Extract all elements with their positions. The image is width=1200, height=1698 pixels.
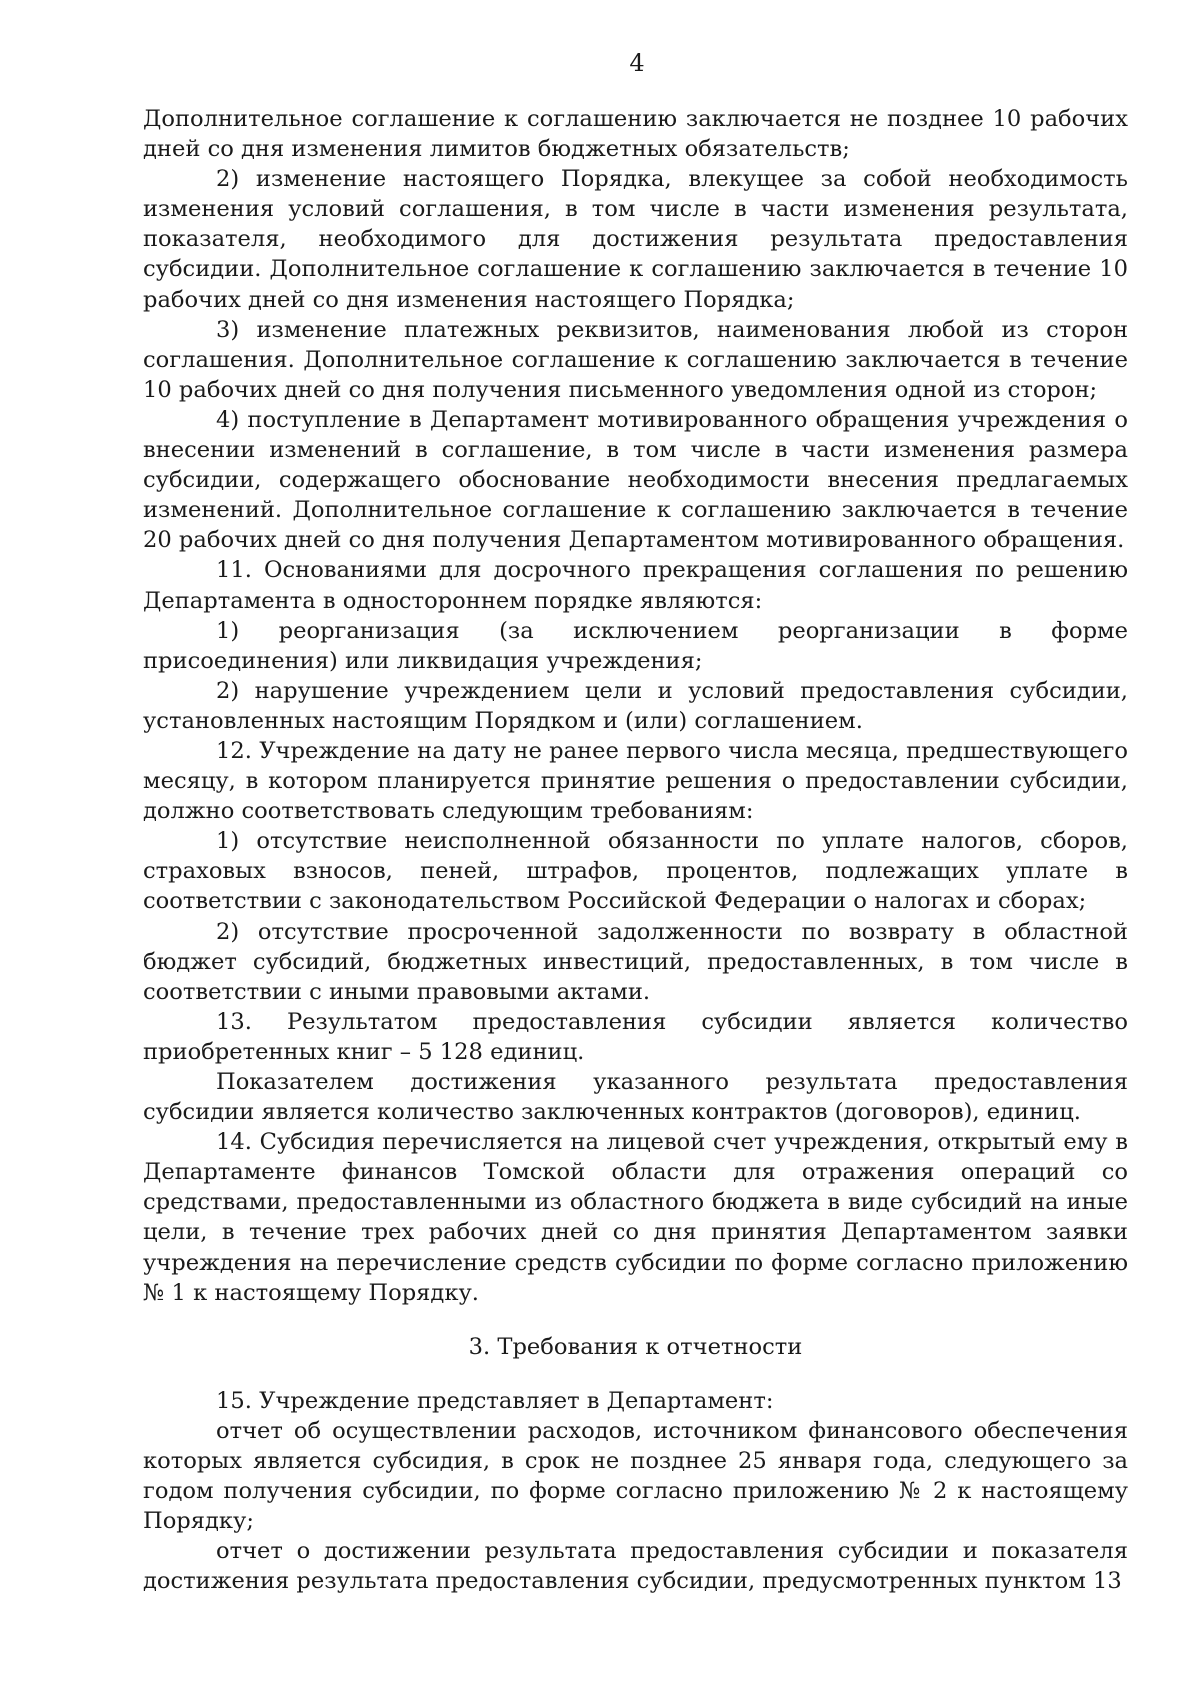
paragraph: 13. Результатом предоставления субсидии является количество приобретенных книг – 5 128 единиц. — [143, 1008, 1128, 1065]
paragraph: 2) изменение настоящего Порядка, влекущее за собой необходимость изменения условий соглашения, в том числе в части изменения результата, показателя, необходимого для достижения результата предоставления субсидии. Дополнительное соглашение к соглашению заключается в течение 10 рабочих дней со дня изменения настоящего Порядка; — [143, 166, 1128, 313]
paragraph: Дополнительное соглашение к соглашению заключается не позднее 10 рабочих дней со дня изменения лимитов бюджетных обязательств; — [143, 106, 1128, 163]
paragraph: 15. Учреждение представляет в Департамент: — [216, 1387, 774, 1414]
paragraph: 11. Основаниями для досрочного прекращения соглашения по решению Департамента в одностороннем порядке являются: — [143, 557, 1128, 614]
paragraph: 1) реорганизация (за исключением реорганизации в форме присоединения) или ликвидация учреждения; — [143, 617, 1128, 674]
paragraph: 12. Учреждение на дату не ранее первого числа месяца, предшествующего месяцу, в котором планируется принятие решения о предоставлении субсидии, должно соответствовать следующим требованиям: — [143, 737, 1128, 825]
paragraph: отчет об осуществлении расходов, источником финансового обеспечения которых является субсидия, в срок не позднее 25 января года, следующего за годом получения субсидии, по форме согласно приложению № 2 к настоящему Порядку; — [143, 1417, 1128, 1535]
page-number: 4 — [629, 49, 645, 77]
paragraph: 4) поступление в Департамент мотивированного обращения учреждения о внесении изменений в соглашение, в том числе в части изменения размера субсидии, содержащего обоснование необходимости внесения предлагаемых изменений. Дополнительное соглашение к соглашению заключается в течение 20 рабочих дней со дня получения Департаментом мотивированного обращения. — [143, 406, 1128, 554]
paragraph: отчет о достижении результата предоставления субсидии и показателя достижения результата предоставления субсидии, предусмотренных пунктом 13 — [143, 1538, 1128, 1595]
paragraph: 2) отсутствие просроченной задолженности по возврату в областной бюджет субсидий, бюджетных инвестиций, предоставленных, в том числе в соответствии с иными правовыми актами. — [143, 918, 1128, 1005]
document-body — [143, 104, 1128, 1597]
paragraph: Показателем достижения указанного результата предоставления субсидии является количество заключенных контрактов (договоров), единиц. — [143, 1069, 1128, 1126]
paragraph: 14. Субсидия перечисляется на лицевой счет учреждения, открытый ему в Департаменте финансов Томской области для отражения операций со средствами, предоставленными из областного бюджета в виде субсидий на иные цели, в течение трех рабочих дней со дня принятия Департаментом заявки учреждения на перечисление средств субсидии по форме согласно приложению № 1 к настоящему Порядку. — [143, 1129, 1128, 1306]
paragraph: 1) отсутствие неисполненной обязанности по уплате налогов, сборов, страховых взносов, пеней, штрафов, процентов, подлежащих уплате в соответствии с законодательством Российской Федерации о налогах и сборах; — [143, 828, 1128, 915]
paragraph: 3) изменение платежных реквизитов, наименования любой из сторон соглашения. Дополнительное соглашение к соглашению заключается в течение 10 рабочих дней со дня получения письменного уведомления одной из сторон; — [143, 316, 1128, 403]
paragraph: 2) нарушение учреждением цели и условий предоставления субсидии, установленных настоящим Порядком и (или) соглашением. — [143, 677, 1128, 734]
section-heading: 3. Требования к отчетности — [468, 1333, 803, 1360]
